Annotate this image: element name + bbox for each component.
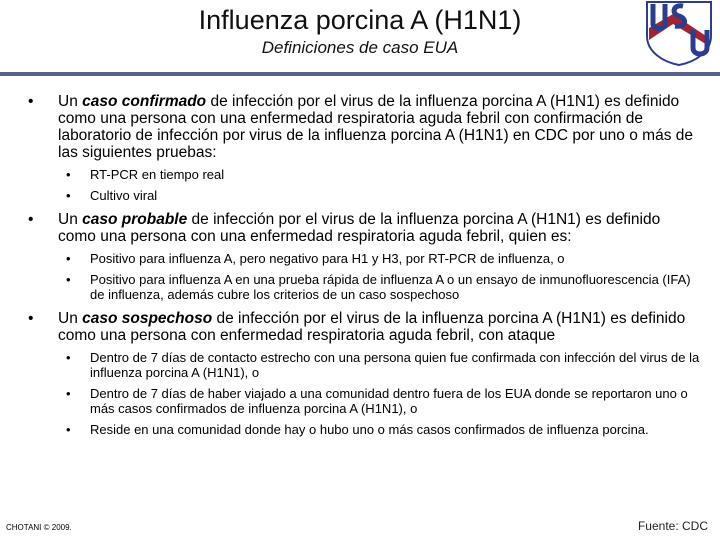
- list-item-text: RT-PCR en tiempo real: [90, 167, 225, 182]
- copyright-footer: CHOTANI © 2009.: [6, 523, 72, 532]
- bullet: •: [28, 211, 34, 228]
- bullet: •: [28, 310, 34, 327]
- slide-title: Influenza porcina A (H1N1): [198, 5, 522, 35]
- list-item-text: Reside en una comunidad donde hay o hubo uno o más casos confirmados de influenza porcina.: [90, 422, 649, 437]
- sub-list: [28, 167, 700, 203]
- list-item-text: Positivo para influenza A, pero negativo para H1 y H3, por RT-PCR de influenza, o: [90, 251, 565, 266]
- section-confirmed: [28, 93, 700, 203]
- sub-bullet: •: [66, 422, 71, 437]
- section-paragraph: [28, 310, 700, 344]
- list-item: [28, 272, 700, 302]
- term-confirmed: caso confirmado: [82, 93, 207, 110]
- section-paragraph: [28, 211, 700, 245]
- list-item-text: Positivo para influenza A en una prueba rápida de influenza A o un ensayo de inmunofluorescencia (IFA) de influenza, además cubre los criterios de un caso sospechoso: [90, 272, 691, 302]
- text-lead: Un: [58, 310, 83, 327]
- bullet: •: [28, 93, 34, 110]
- sub-list: [28, 251, 700, 302]
- slide-subtitle: Definiciones de caso EUA: [261, 38, 459, 57]
- sub-bullet: •: [66, 386, 71, 401]
- list-item: [28, 251, 700, 266]
- term-probable: caso probable: [82, 211, 188, 228]
- definitions-list: [28, 93, 700, 443]
- list-item-text: Dentro de 7 días de haber viajado a una comunidad dentro fuera de los EUA donde se reportaron uno o más casos confirmados de influenza porcina A (H1N1), o: [90, 386, 688, 416]
- list-item: [28, 167, 700, 182]
- sub-bullet: •: [66, 167, 71, 182]
- sub-bullet: •: [66, 188, 71, 203]
- sub-list: [28, 350, 700, 437]
- text-body: de infección por el virus de la influenza porcina A (H1N1) es definido como una persona con una enfermedad respiratoria aguda febril con confirmación de laboratorio de infección por virus de la influenza porcina A (H1N1) en CDC por uno o más de las siguientes pruebas:: [58, 93, 693, 161]
- sub-bullet: •: [66, 350, 71, 365]
- term-suspected: caso sospechoso: [82, 310, 213, 327]
- text-body: de infección por el virus de la influenza porcina A (H1N1) es definido como una persona con enfermedad respiratoria aguda febril, con ataque: [58, 310, 686, 344]
- list-item: [28, 188, 700, 203]
- text-lead: Un: [58, 211, 83, 228]
- source-footer: Fuente: CDC: [637, 519, 708, 533]
- usu-shield-logo: [643, 0, 715, 66]
- section-probable: [28, 211, 700, 302]
- sub-bullet: •: [66, 272, 71, 287]
- text-body: de infección por el virus de la influenza porcina A (H1N1) es definido como una persona con una enfermedad respiratoria aguda febril, quien es:: [58, 211, 661, 245]
- slide-header: [0, 0, 720, 70]
- text-lead: Un: [58, 93, 83, 110]
- list-item: [28, 422, 700, 437]
- section-paragraph: [28, 93, 700, 161]
- list-item-text: Cultivo viral: [90, 188, 158, 203]
- header-divider: [0, 72, 720, 76]
- list-item-text: Dentro de 7 días de contacto estrecho con una persona quien fue confirmada con infección del virus de la influenza porcina A (H1N1), o: [90, 350, 700, 380]
- list-item: [28, 350, 700, 380]
- list-item: [28, 386, 700, 416]
- section-suspected: [28, 310, 700, 437]
- sub-bullet: •: [66, 251, 71, 266]
